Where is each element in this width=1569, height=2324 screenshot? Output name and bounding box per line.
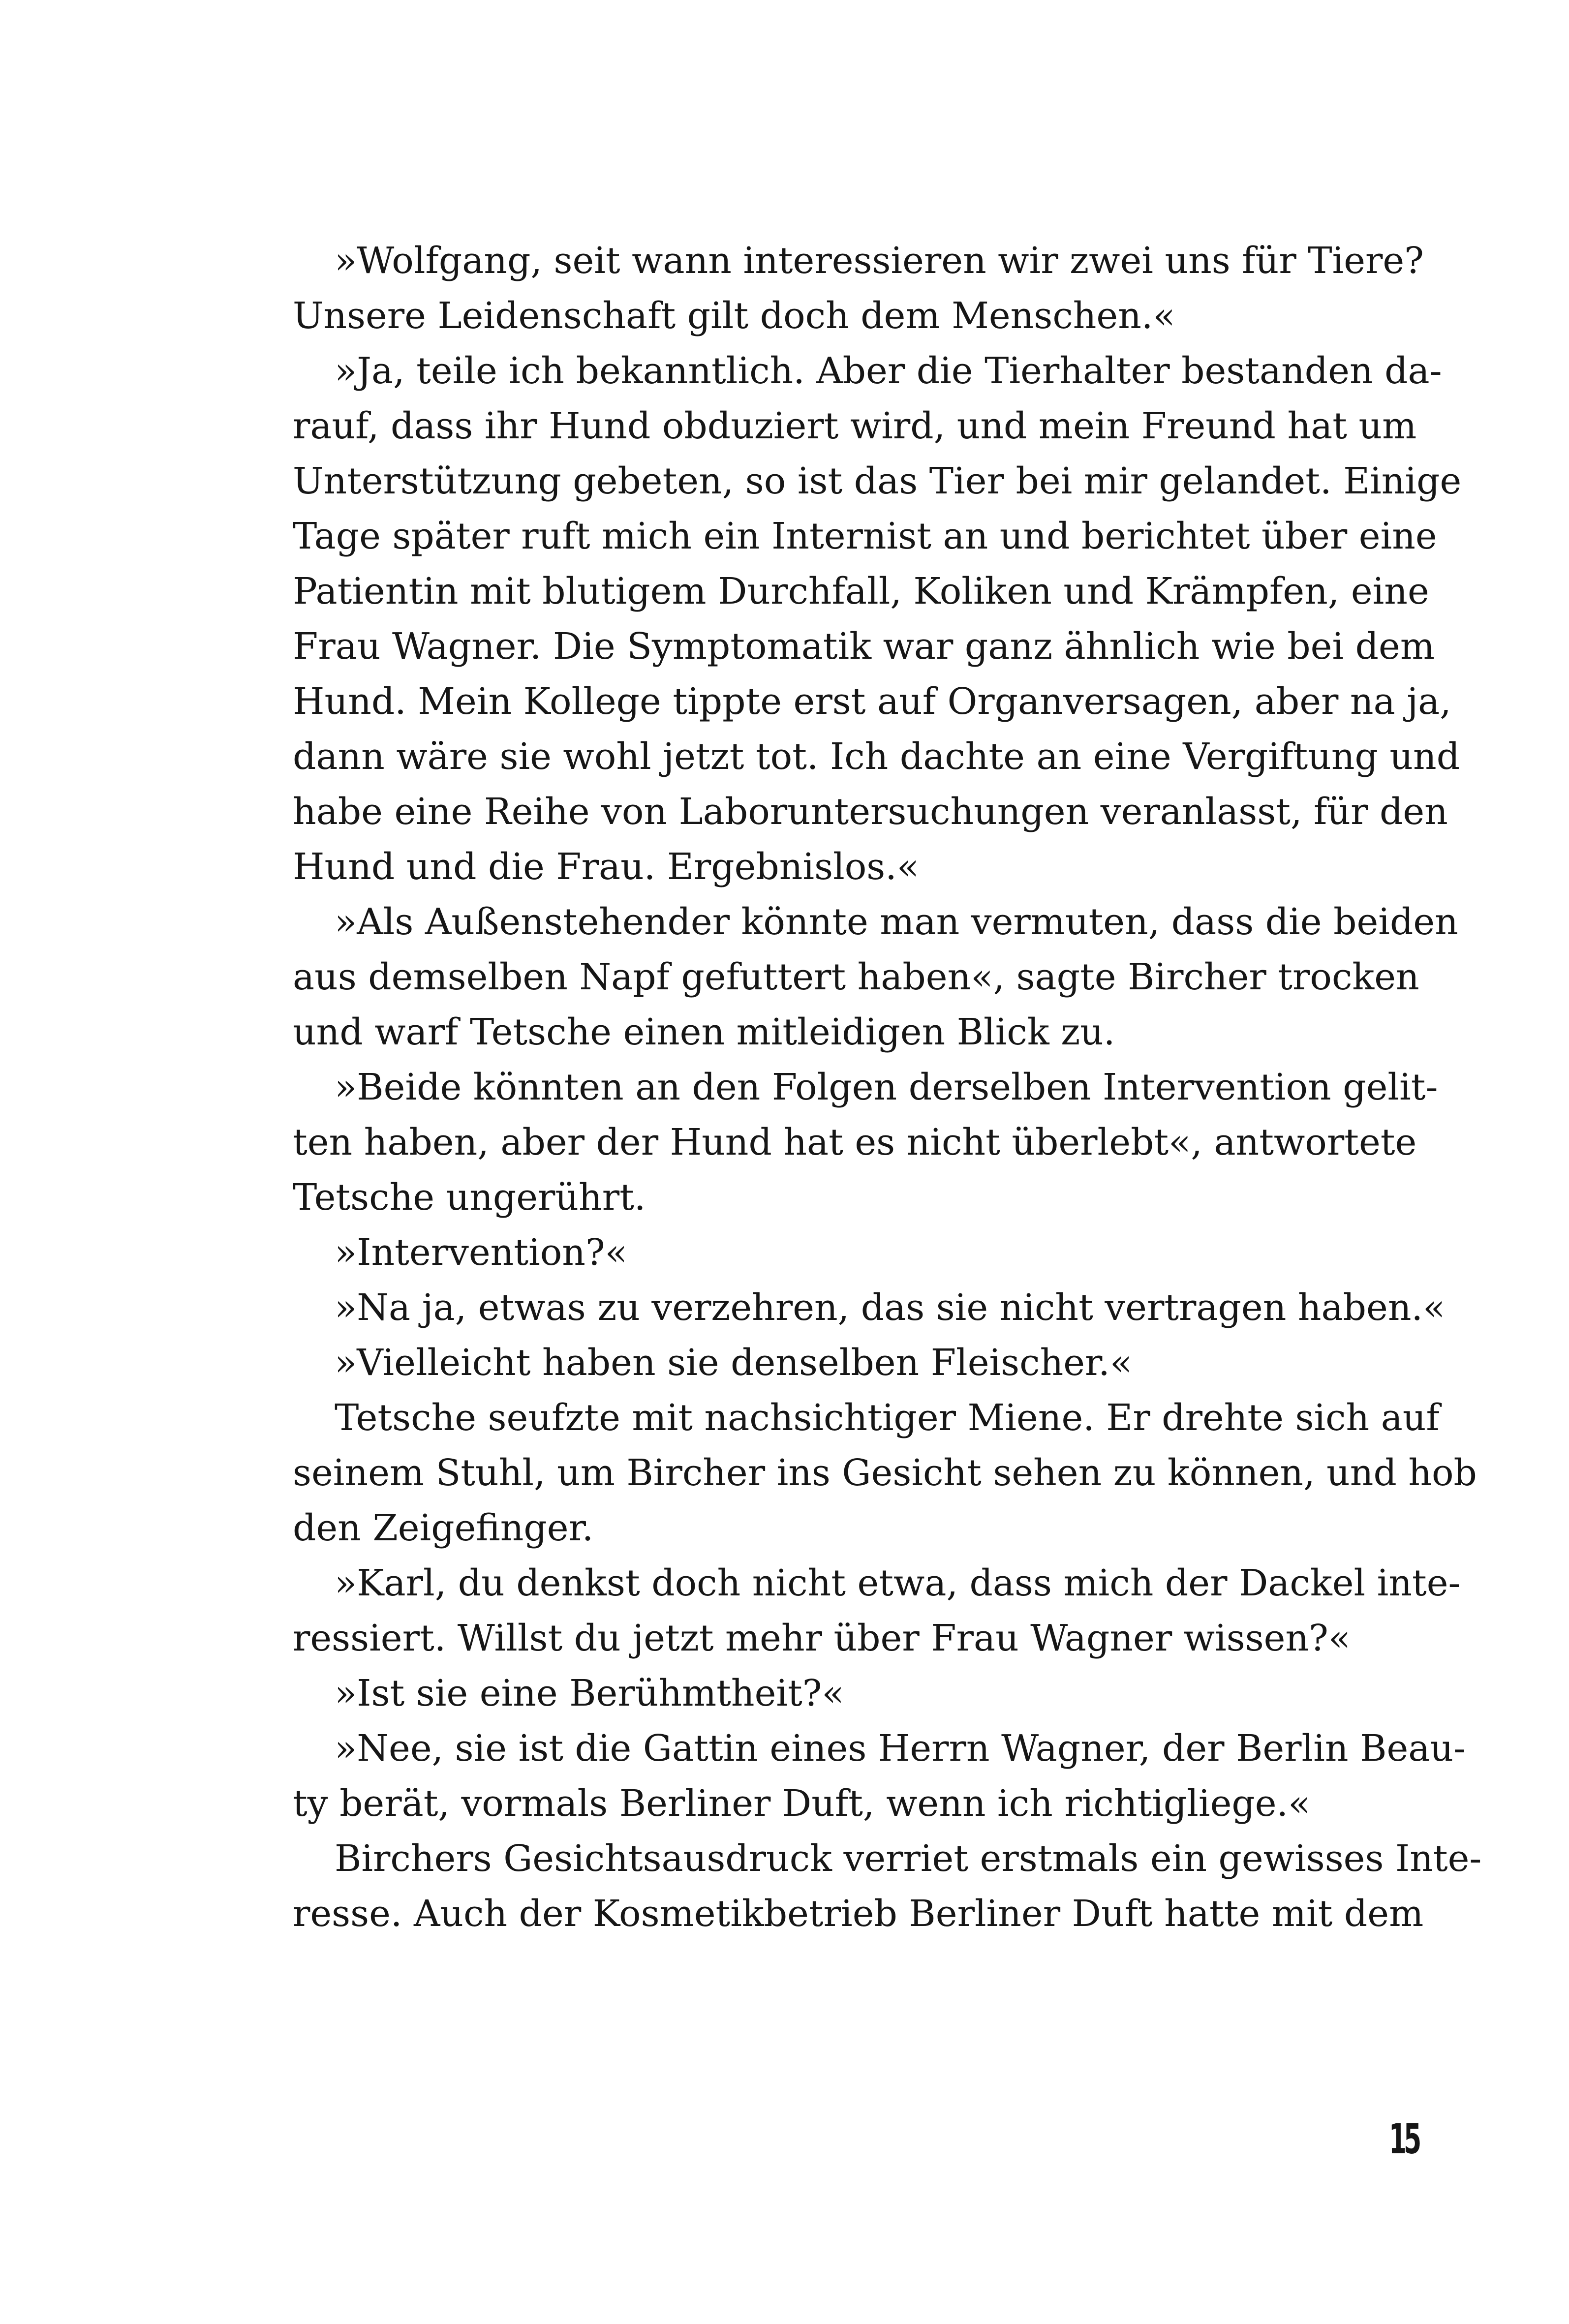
text-line: Hund. Mein Kollege tippte erst auf Organversagen, aber na ja, [293,680,1451,723]
text-line: Tetsche ungerührt. [293,1176,646,1219]
text-line: den Zeigefinger. [293,1507,594,1549]
text-line: »Beide könnten an den Folgen derselben Intervention gelit- [335,1066,1438,1108]
text-line: Unterstützung gebeten, so ist das Tier bei mir gelandet. Einige [293,460,1462,502]
text-line: »Karl, du denkst doch nicht etwa, dass mich der Dackel inte- [335,1562,1461,1604]
text-line: »Als Außenstehender könnte man vermuten, dass die beiden [335,901,1458,943]
page-number: 15 [1388,2115,1418,2163]
text-line: »Nee, sie ist die Gattin eines Herrn Wagner, der Berlin Beau- [335,1727,1466,1770]
text-line: dann wäre sie wohl jetzt tot. Ich dachte an eine Vergiftung und [293,735,1460,778]
text-line: rauf, dass ihr Hund obduziert wird, und mein Freund hat um [293,405,1417,447]
text-line: Hund und die Frau. Ergebnislos.« [293,846,920,888]
body-text [293,233,1482,1941]
text-line: Birchers Gesichtsausdruck verriet erstmals ein gewisses Inte- [335,1837,1482,1880]
text-line: »Ja, teile ich bekanntlich. Aber die Tierhalter bestanden da- [335,350,1442,392]
text-line: Unsere Leidenschaft gilt doch dem Menschen.« [293,295,1175,337]
text-line: Tetsche seufzte mit nachsichtiger Miene. Er drehte sich auf [335,1397,1440,1439]
text-line: und warf Tetsche einen mitleidigen Blick zu. [293,1011,1115,1053]
text-line: seinem Stuhl, um Bircher ins Gesicht sehen zu können, und hob [293,1452,1477,1494]
text-line: »Ist sie eine Berühmtheit?« [335,1672,844,1714]
text-line: habe eine Reihe von Laboruntersuchungen veranlasst, für den [293,791,1448,833]
text-line: Tage später ruft mich ein Internist an und berichtet über eine [293,515,1437,557]
text-line: ty berät, vormals Berliner Duft, wenn ich richtigliege.« [293,1782,1311,1825]
text-line: ressiert. Willst du jetzt mehr über Frau Wagner wissen?« [293,1617,1351,1659]
text-line: ten haben, aber der Hund hat es nicht überlebt«, antwortete [293,1121,1417,1163]
text-line: resse. Auch der Kosmetikbetrieb Berliner Duft hatte mit dem [293,1893,1424,1935]
text-line: »Intervention?« [335,1231,627,1274]
text-line: »Na ja, etwas zu verzehren, das sie nicht vertragen haben.« [335,1286,1446,1329]
text-line: »Vielleicht haben sie denselben Fleischer.« [335,1342,1133,1384]
text-line: Frau Wagner. Die Symptomatik war ganz ähnlich wie bei dem [293,625,1435,668]
text-line: Patientin mit blutigem Durchfall, Koliken und Krämpfen, eine [293,570,1429,612]
text-line: aus demselben Napf gefuttert haben«, sagte Bircher trocken [293,956,1419,998]
text-line: »Wolfgang, seit wann interessieren wir zwei uns für Tiere? [335,240,1424,282]
